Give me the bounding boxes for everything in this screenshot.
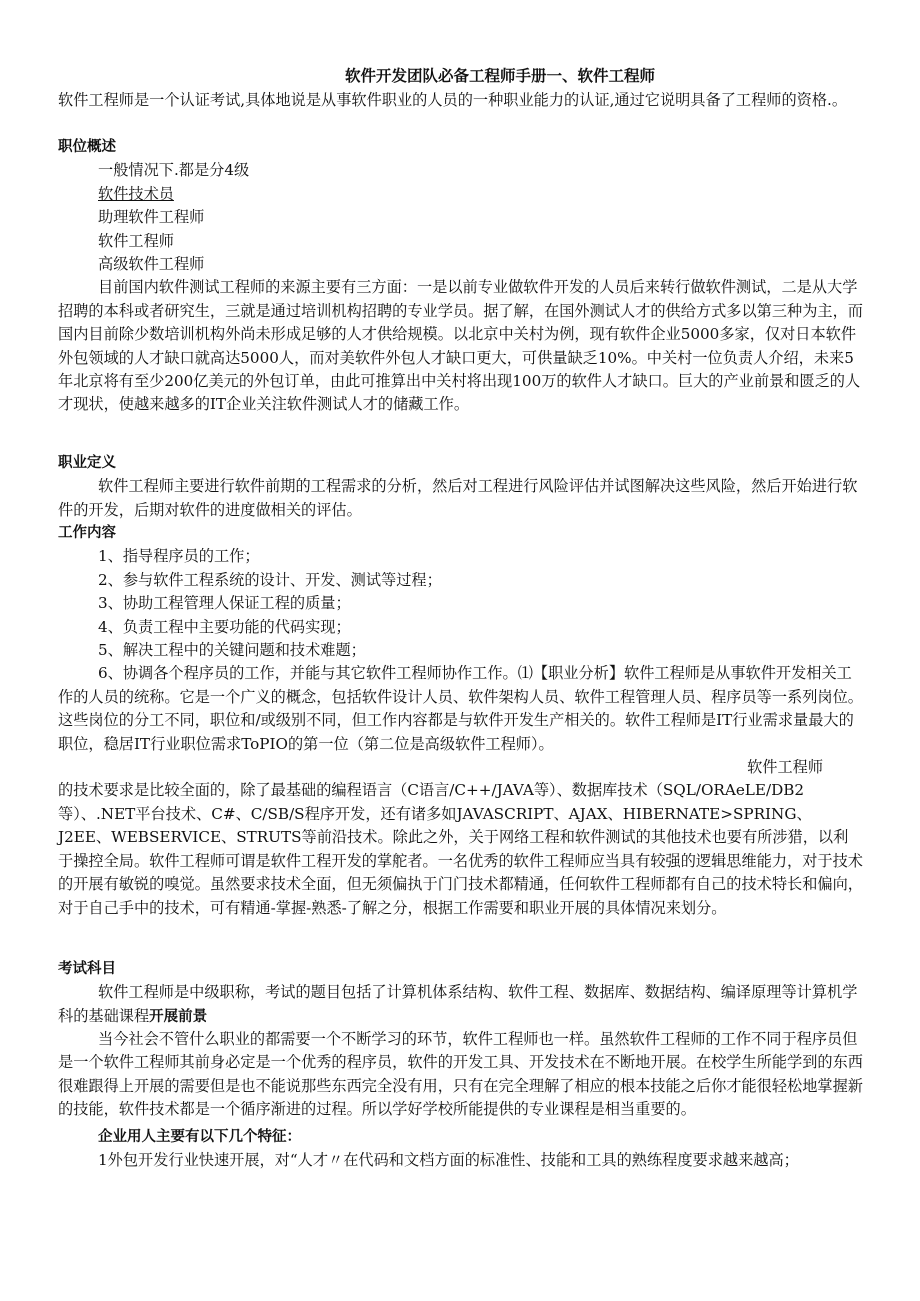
- content-item: 2、参与软件工程系统的设计、开发、测试等过程；: [98, 570, 442, 589]
- content-section: [58, 522, 863, 920]
- definition-section: [58, 452, 863, 522]
- right-label: 软件工程师: [747, 758, 823, 777]
- definition-heading: 职业定义: [58, 455, 116, 471]
- level-item: [58, 183, 863, 206]
- content-item-6: 6、协调各个程序员的工作，并能与其它软件工程师协作工作。⑴【职业分析】软件工程师是从事软件开发相关工作的人员的统称。它是一个广义的概念，包括软件设计人员、软件架构人员、软件工程管理人员、程序员等一系列岗位。这些岗位的分工不同，职位和/或级别不同，但工作内容都是与软件开发生产相关的。软件工程师是IT行业需求量最大的职位，稳居IT行业职位需求ToPIO的第一位（第二位是高级软件工程师）。: [58, 664, 863, 753]
- exam-section: [58, 958, 863, 1029]
- content-heading: 工作内容: [58, 525, 116, 541]
- exam-paragraph: [58, 981, 863, 1029]
- level-item: 高级软件工程师: [98, 255, 205, 274]
- feature-point-1: 1外包开发行业快速开展，对“人才〃在代码和文档方面的标准性、技能和工具的熟练程度要求越来越高；: [98, 1151, 799, 1170]
- features-subheading: 企业用人主要有以下几个特征：: [98, 1128, 301, 1145]
- content-item: 3、协助工程管理人保证工程的质量；: [98, 594, 351, 613]
- overview-section: [58, 136, 863, 417]
- content-item: 1、指导程序员的工作；: [98, 547, 260, 566]
- levels-intro: 一般情况下.都是分4级: [98, 161, 250, 180]
- prospects-section: [58, 1028, 863, 1172]
- prospects-paragraph: 当今社会不管什么职业的都需要一个不断学习的环节，软件工程师也一样。虽然软件工程师的工作不同于程序员但是一个软件工程师其前身必定是一个优秀的程序员，软件的开发工具、开发技术在不断地开展。在校学生所能学到的东西很难跟得上开展的需要但是也不能说那些东西完全没有用，只有在完全理解了相应的根本技能之后你才能很轻松地掌握新的技能，软件技术都是一个循序渐进的过程。所以学好学校所能提供的专业课程是相当重要的。: [58, 1030, 863, 1119]
- definition-paragraph: 软件工程师主要进行软件前期的工程需求的分析，然后对工程进行风险评估并试图解决这些风险，然后开始进行软件的开发，后期对软件的进度做相关的评估。: [58, 477, 858, 519]
- tech-paragraph: 的技术要求是比较全面的，除了最基础的编程语言（C语言/C++/JAVA等）、数据库技术（SQL/ORAeLE/DB2等）、.NET平台技术、C#、C/SB/S程序开发，还有诸多如JAVASCRIPT、AJAX、HIBERNATE>SPRING、J2EE、WEBSERVICE、STRUTS等前沿技术。除此之外，关于网络工程和软件测试的其他技术也要有所涉猎，以利于操控全局。软件工程师可谓是软件工程开发的掌舵者。一名优秀的软件工程师应当具有较强的逻辑思维能力，对于技术的开展有敏锐的嗅觉。虽然要求技术全面，但无须偏执于门门技术都精通，任何软件工程师都有自己的技术特长和偏向，对于自己手中的技术，可有精通-掌握-熟悉-了解之分，根据工作需要和职业开展的具体情况来划分。: [58, 781, 863, 917]
- exam-heading: 考试科目: [58, 961, 116, 977]
- content-item: 4、负责工程中主要功能的代码实现；: [98, 617, 351, 636]
- overview-heading: 职位概述: [58, 139, 116, 155]
- level-item: 助理软件工程师: [98, 208, 205, 227]
- prospects-heading: 开展前景: [149, 1008, 208, 1025]
- intro-block: [58, 89, 863, 112]
- exam-text: 软件工程师是中级职称，考试的题目包括了计算机体系结构、软件工程、数据库、数据结构、编译原理等计算机学科的基础课程: [58, 983, 858, 1025]
- content-item: 5、解决工程中的关键问题和技术难题；: [98, 641, 366, 660]
- document-title: 软件开发团队必备工程师手册一、软件工程师: [344, 67, 655, 85]
- overview-paragraph: 目前国内软件测试工程师的来源主要有三方面：一是以前专业做软件开发的人员后来转行做软件测试，二是从大学招聘的本科或者研究生，三就是通过培训机构招聘的专业学员。据了解，在国外测试人才的供给方式多以第三种为主，而国内目前除少数培训机构外尚未形成足够的人才供给规模。以北京中关村为例，现有软件企业5000多家，仅对日本软件外包领域的人才缺口就高达5000人，而对美软件外包人才缺口更大，可供量缺乏10%。中关村一位负责人介绍，未来5年北京将有至少200亿美元的外包订单，由此可推算出中关村将出现100万的软件人才缺口。巨大的产业前景和匮乏的人才现状，使越来越多的IT企业关注软件测试人才的储藏工作。: [58, 278, 863, 414]
- level-1-link[interactable]: 软件技术员: [98, 184, 174, 203]
- intro-paragraph: 软件工程师是一个认证考试,具体地说是从事软件职业的人员的一种职业能力的认证,通过它说明具备了工程师的资格.。: [58, 91, 848, 109]
- level-item: 软件工程师: [98, 231, 174, 250]
